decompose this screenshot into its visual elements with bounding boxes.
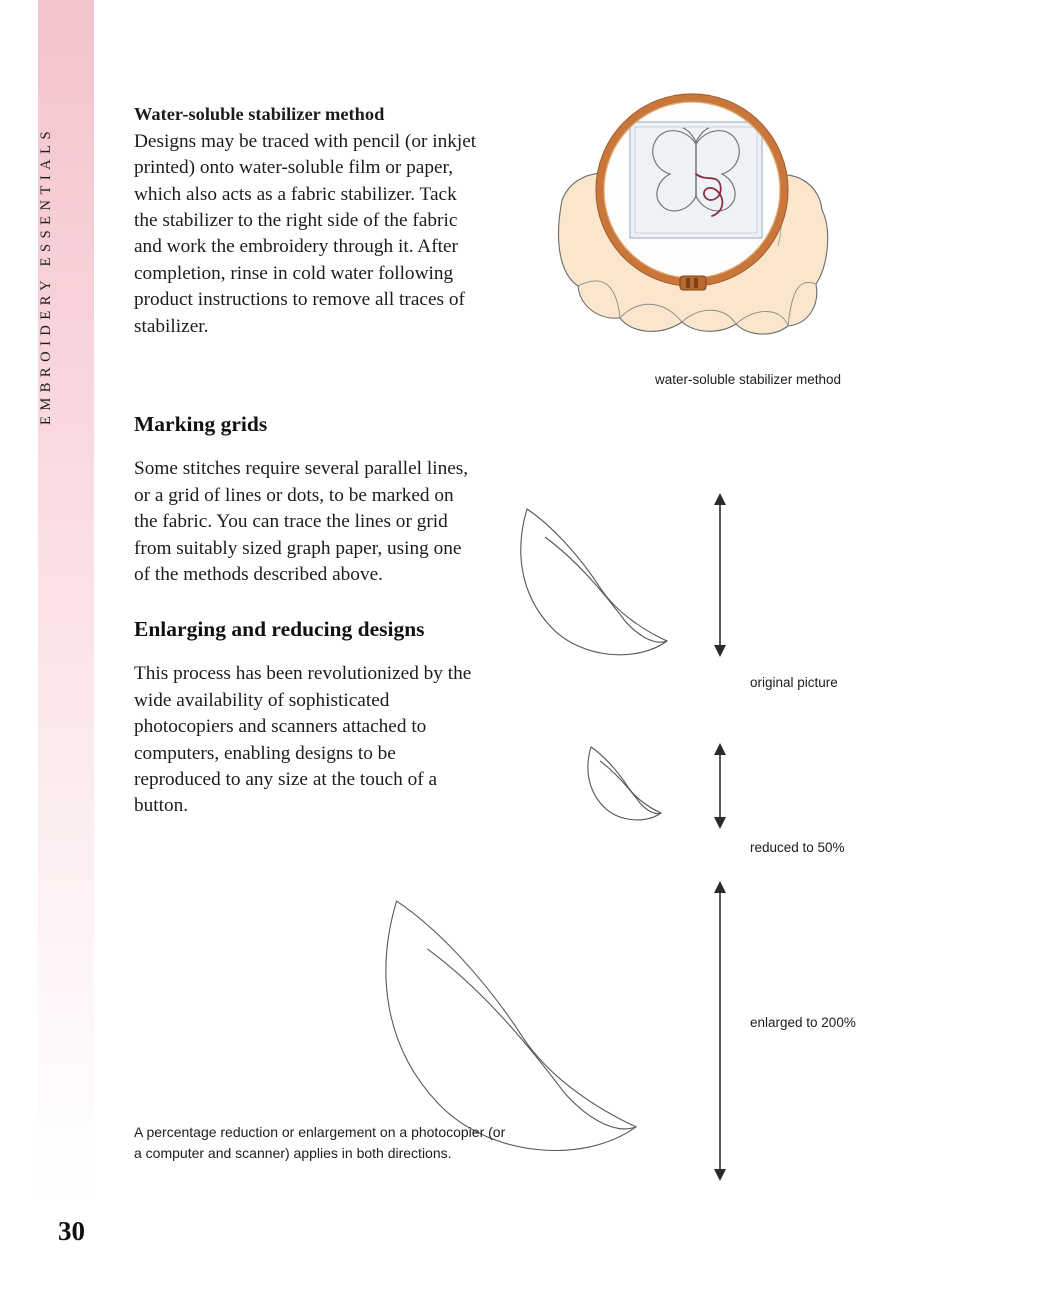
enlarging-heading: Enlarging and reducing designs: [134, 617, 425, 641]
section-water-soluble-stabilizer: [134, 82, 482, 359]
running-head-vertical: EMBROIDERY ESSENTIALS: [38, 125, 54, 425]
caption-footnote: A percentage reduction or enlargement on a photocopier (or a computer and scanner) applies in both directions.: [134, 1124, 506, 1161]
section-marking-grids: [134, 412, 482, 608]
caption-hoop: water-soluble stabilizer method: [654, 372, 842, 387]
illustration-leaf-reduced: [580, 735, 680, 835]
caption-original-picture: original picture: [750, 675, 838, 690]
illustration-leaf-original: [505, 485, 705, 680]
enlarging-body: This process has been revolutionized by the wide availability of sophisticated photocopiers and scanners attached to computers, enabling designs to be reproduced to any size at the touch of a button.: [134, 663, 472, 817]
section-enlarging-reducing: [134, 617, 482, 839]
stabilizer-heading: Water-soluble stabilizer method: [134, 104, 385, 125]
stabilizer-paragraph: [134, 101, 482, 340]
page-number: 30: [58, 1216, 85, 1246]
marking-grids-heading: Marking grids: [134, 412, 268, 436]
stabilizer-body: Designs may be traced with pencil (or inkjet printed) onto water-soluble film or paper, which also acts as a fabric stabilizer. Tack the stabilizer to the right side of the fabric and work the embroidery through it. After completion, rinse in cold water following product instructions to remove all traces of stabilizer.: [134, 130, 477, 337]
marking-grids-body: Some stitches require several parallel lines, or a grid of lines or dots, to be marked on the fabric. You can trace the lines or grid from suitably sized graph paper, using one of the methods described above.: [134, 458, 469, 585]
caption-reduced: reduced to 50%: [750, 840, 845, 855]
illustration-embroidery-hoop: [520, 70, 860, 375]
caption-enlarged: enlarged to 200%: [750, 1015, 856, 1030]
